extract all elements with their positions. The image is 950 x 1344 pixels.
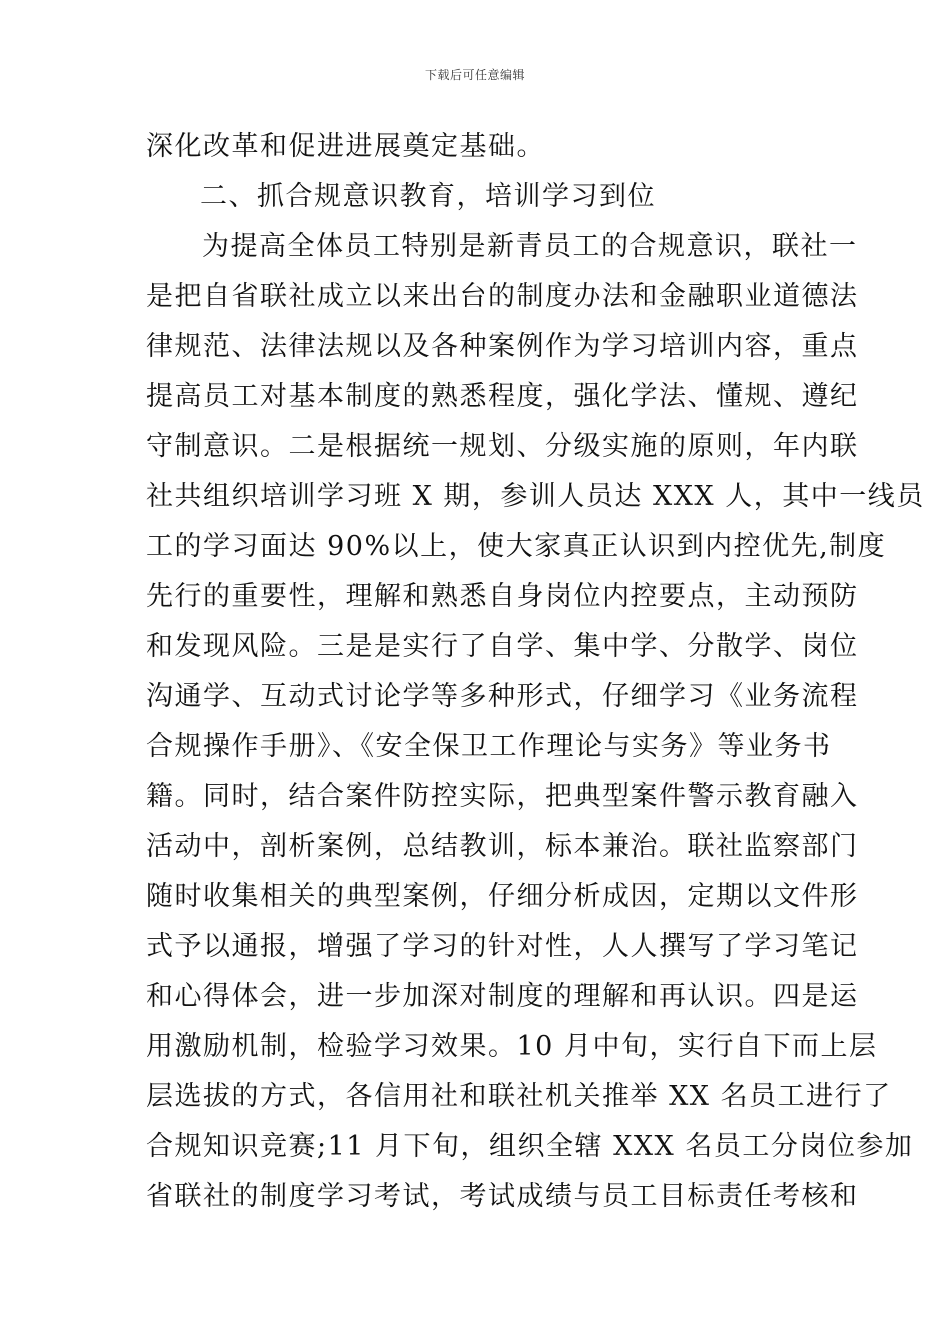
text-line: 沟通学、互动式讨论学等多种形式，仔细学习《业务流程 <box>146 681 859 712</box>
text-line: 用激励机制，检验学习效果。10 月中旬，实行自下而上层 <box>146 1031 878 1062</box>
section-heading: 二、抓合规意识教育，培训学习到位 <box>200 181 656 212</box>
text-line: 提高员工对基本制度的熟悉程度，强化学法、懂规、遵纪 <box>146 381 859 412</box>
text-line: 式予以通报，增强了学习的针对性，人人撰写了学习笔记 <box>146 931 859 962</box>
text-line: 守制意识。二是根据统一规划、分级实施的原则，年内联 <box>146 431 859 462</box>
text-line: 和发现风险。三是是实行了自学、集中学、分散学、岗位 <box>146 631 859 662</box>
text-line: 先行的重要性，理解和熟悉自身岗位内控要点，主动预防 <box>146 581 859 612</box>
text-line: 社共组织培训学习班 X 期，参训人员达 XXX 人，其中一线员 <box>146 481 925 512</box>
document-body <box>146 122 925 1222</box>
text-line: 合规操作手册》、《安全保卫工作理论与实务》等业务书 <box>146 731 832 762</box>
text-line: 深化改革和促进进展奠定基础。 <box>146 131 545 162</box>
text-line: 合规知识竞赛;11 月下旬，组织全辖 XXX 名员工分岗位参加 <box>146 1131 914 1162</box>
text-line: 和心得体会，进一步加深对制度的理解和再认识。四是运 <box>146 981 859 1012</box>
text-line: 层选拔的方式，各信用社和联社机关推举 XX 名员工进行了 <box>146 1081 892 1112</box>
text-line: 省联社的制度学习考试，考试成绩与员工目标责任考核和 <box>146 1181 859 1212</box>
text-line: 活动中，剖析案例，总结教训，标本兼治。联社监察部门 <box>146 831 859 862</box>
page-header: 下载后可任意编辑 <box>424 68 525 82</box>
text-line: 为提高全体员工特别是新青员工的合规意识，联社一 <box>202 231 858 262</box>
text-line: 是把自省联社成立以来出台的制度办法和金融职业道德法 <box>146 281 859 312</box>
text-line: 工的学习面达 90%以上，使大家真正认识到内控优先,制度 <box>146 531 887 562</box>
text-line: 律规范、法律法规以及各种案例作为学习培训内容，重点 <box>146 331 859 362</box>
text-line: 随时收集相关的典型案例，仔细分析成因，定期以文件形 <box>146 881 859 912</box>
text-line: 籍。同时，结合案件防控实际，把典型案件警示教育融入 <box>146 781 859 812</box>
